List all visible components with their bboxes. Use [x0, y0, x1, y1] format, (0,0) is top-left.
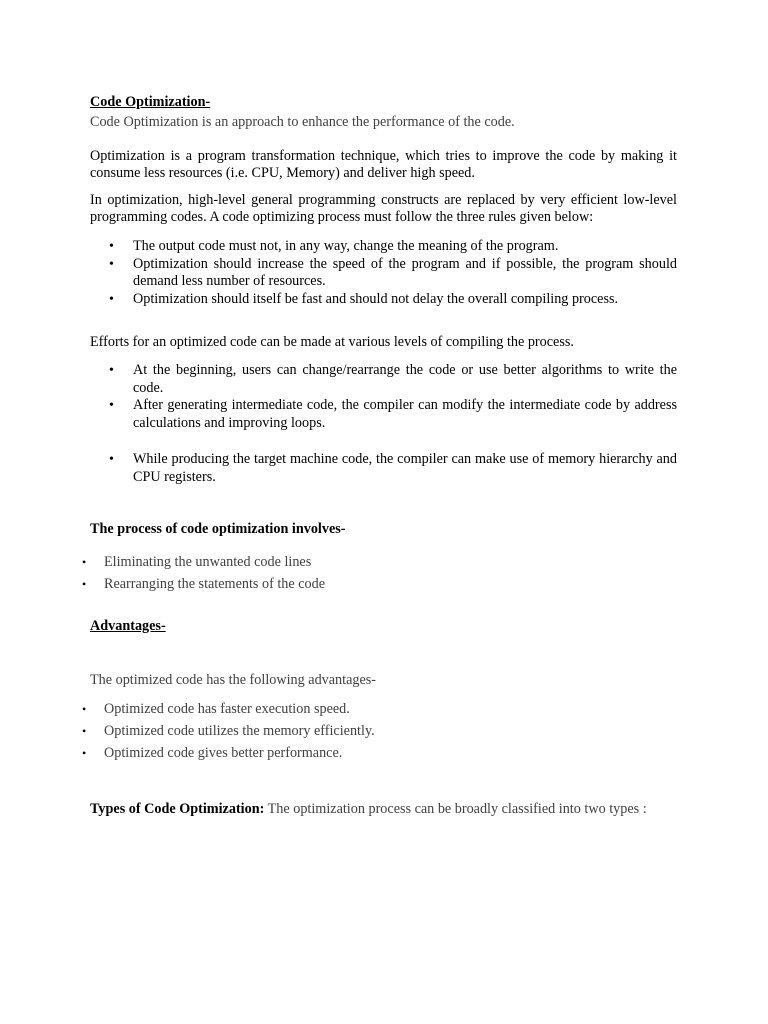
rules-paragraph: In optimization, high-level general programming constructs are replaced by very efficient low-level programming codes. A code optimizing process must follow the three rules given below:	[90, 192, 677, 225]
list-item: • After generating intermediate code, the compiler can modify the intermediate code by address calculations and improving loops.	[133, 397, 677, 432]
list-item: • Optimized code has faster execution speed.	[104, 698, 677, 720]
intro-paragraph: Code Optimization is an approach to enhance the performance of the code.	[90, 114, 515, 130]
section-heading-code-optimization: Code Optimization-	[90, 94, 211, 110]
advantages-intro: The optimized code has the following advantages-	[90, 672, 377, 688]
types-label: Types of Code Optimization:	[90, 801, 265, 817]
list-item: • Optimized code gives better performance.	[104, 742, 677, 764]
list-item: • Optimized code utilizes the memory efficiently.	[104, 720, 677, 742]
list-item: • While producing the target machine code, the compiler can make use of memory hierarchy and CPU registers.	[133, 451, 677, 486]
advantages-heading: Advantages-	[90, 618, 166, 634]
list-item: • Rearranging the statements of the code	[104, 573, 677, 595]
list-item: • The output code must not, in any way, change the meaning of the program.	[133, 238, 677, 256]
process-heading: The process of code optimization involves-	[90, 521, 346, 537]
levels-list	[133, 362, 677, 432]
list-item: • Eliminating the unwanted code lines	[104, 551, 677, 573]
rules-list	[133, 238, 677, 308]
list-item: • Optimization should itself be fast and should not delay the overall compiling process.	[133, 291, 677, 309]
types-paragraph	[90, 796, 677, 823]
transformation-paragraph: Optimization is a program transformation technique, which tries to improve the code by making it consume less resources (i.e. CPU, Memory) and deliver high speed.	[90, 148, 677, 181]
types-text: The optimization process can be broadly classified into two types :	[264, 801, 647, 817]
process-list	[104, 551, 677, 595]
efforts-paragraph: Efforts for an optimized code can be made at various levels of compiling the process.	[90, 334, 574, 350]
advantages-list	[104, 698, 677, 764]
list-item: • Optimization should increase the speed of the program and if possible, the program should demand less number of resources.	[133, 256, 677, 291]
levels-list-continued	[133, 451, 677, 486]
list-item: • At the beginning, users can change/rearrange the code or use better algorithms to write the code.	[133, 362, 677, 397]
